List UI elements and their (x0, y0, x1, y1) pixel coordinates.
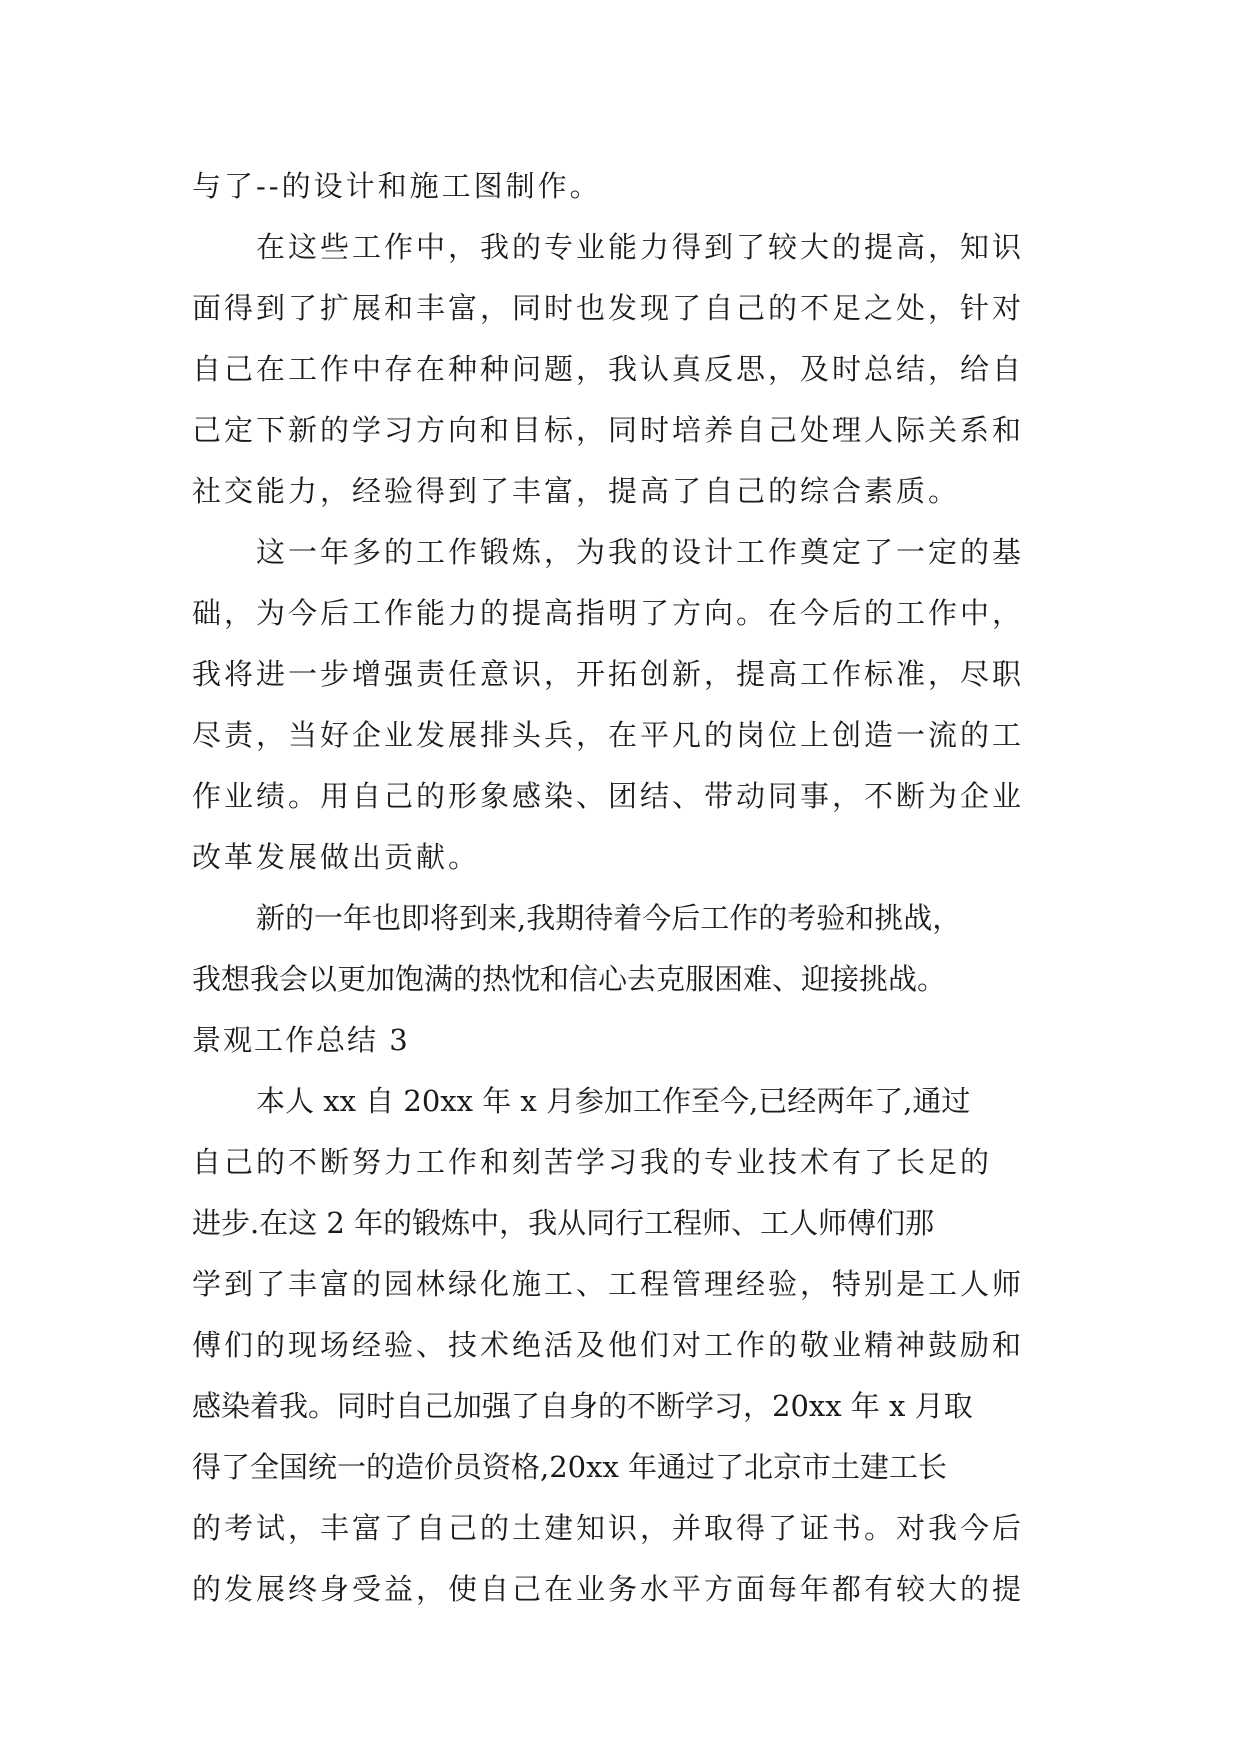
text-line: 的发展终身受益，使自己在业务水平方面每年都有较大的提 (192, 1572, 1025, 1606)
text-line: 础，为今后工作能力的提高指明了方向。在今后的工作中， (192, 596, 1025, 630)
text-line: 作业绩。用自己的形象感染、团结、带动同事，不断为企业 (192, 779, 1025, 813)
text-line: 我想我会以更加饱满的热忱和信心去克服困难、迎接挑战。 (192, 962, 947, 996)
text-line: 进步.在这 2 年的锻炼中，我从同行工程师、工人师傅们那 (192, 1206, 935, 1240)
text-line: 自己在工作中存在种种问题，我认真反思，及时总结，给自 (192, 352, 1025, 386)
text-line: 社交能力，经验得到了丰富，提高了自己的综合素质。 (192, 474, 961, 508)
text-line: 傅们的现场经验、技术绝活及他们对工作的敬业精神鼓励和 (192, 1328, 1025, 1362)
text-line: 自己的不断努力工作和刻苦学习我的专业技术有了长足的 (192, 1145, 993, 1179)
text-line: 我将进一步增强责任意识，开拓创新，提高工作标准，尽职 (192, 657, 1025, 691)
paragraph-start-line: 本人 xx 自 20xx 年 x 月参加工作至今,已经两年了,通过 (256, 1084, 971, 1118)
text-line: 尽责，当好企业发展排头兵，在平凡的岗位上创造一流的工 (192, 718, 1025, 752)
text-line: 改革发展做出贡献。 (192, 840, 481, 874)
text-line: 面得到了扩展和丰富，同时也发现了自己的不足之处，针对 (192, 291, 1025, 325)
text-line: 的考试，丰富了自己的土建知识，并取得了证书。对我今后 (192, 1511, 1025, 1545)
text-line: 己定下新的学习方向和目标，同时培养自己处理人际关系和 (192, 413, 1025, 447)
document-body (192, 156, 1062, 1620)
paragraph-start-line: 新的一年也即将到来,我期待着今后工作的考验和挑战， (256, 901, 962, 935)
text-line: 得了全国统一的造价员资格,20xx 年通过了北京市土建工长 (192, 1450, 948, 1484)
text-line: 与了--的设计和施工图制作。 (192, 169, 602, 203)
paragraph-start-line: 在这些工作中，我的专业能力得到了较大的提高，知识 (256, 230, 1025, 264)
paragraph-start-line: 这一年多的工作锻炼，为我的设计工作奠定了一定的基 (256, 535, 1025, 569)
section-heading: 景观工作总结 3 (192, 1023, 410, 1057)
text-line: 感染着我。同时自己加强了自身的不断学习，20xx 年 x 月取 (192, 1389, 973, 1423)
text-line: 学到了丰富的园林绿化施工、工程管理经验，特别是工人师 (192, 1267, 1025, 1301)
